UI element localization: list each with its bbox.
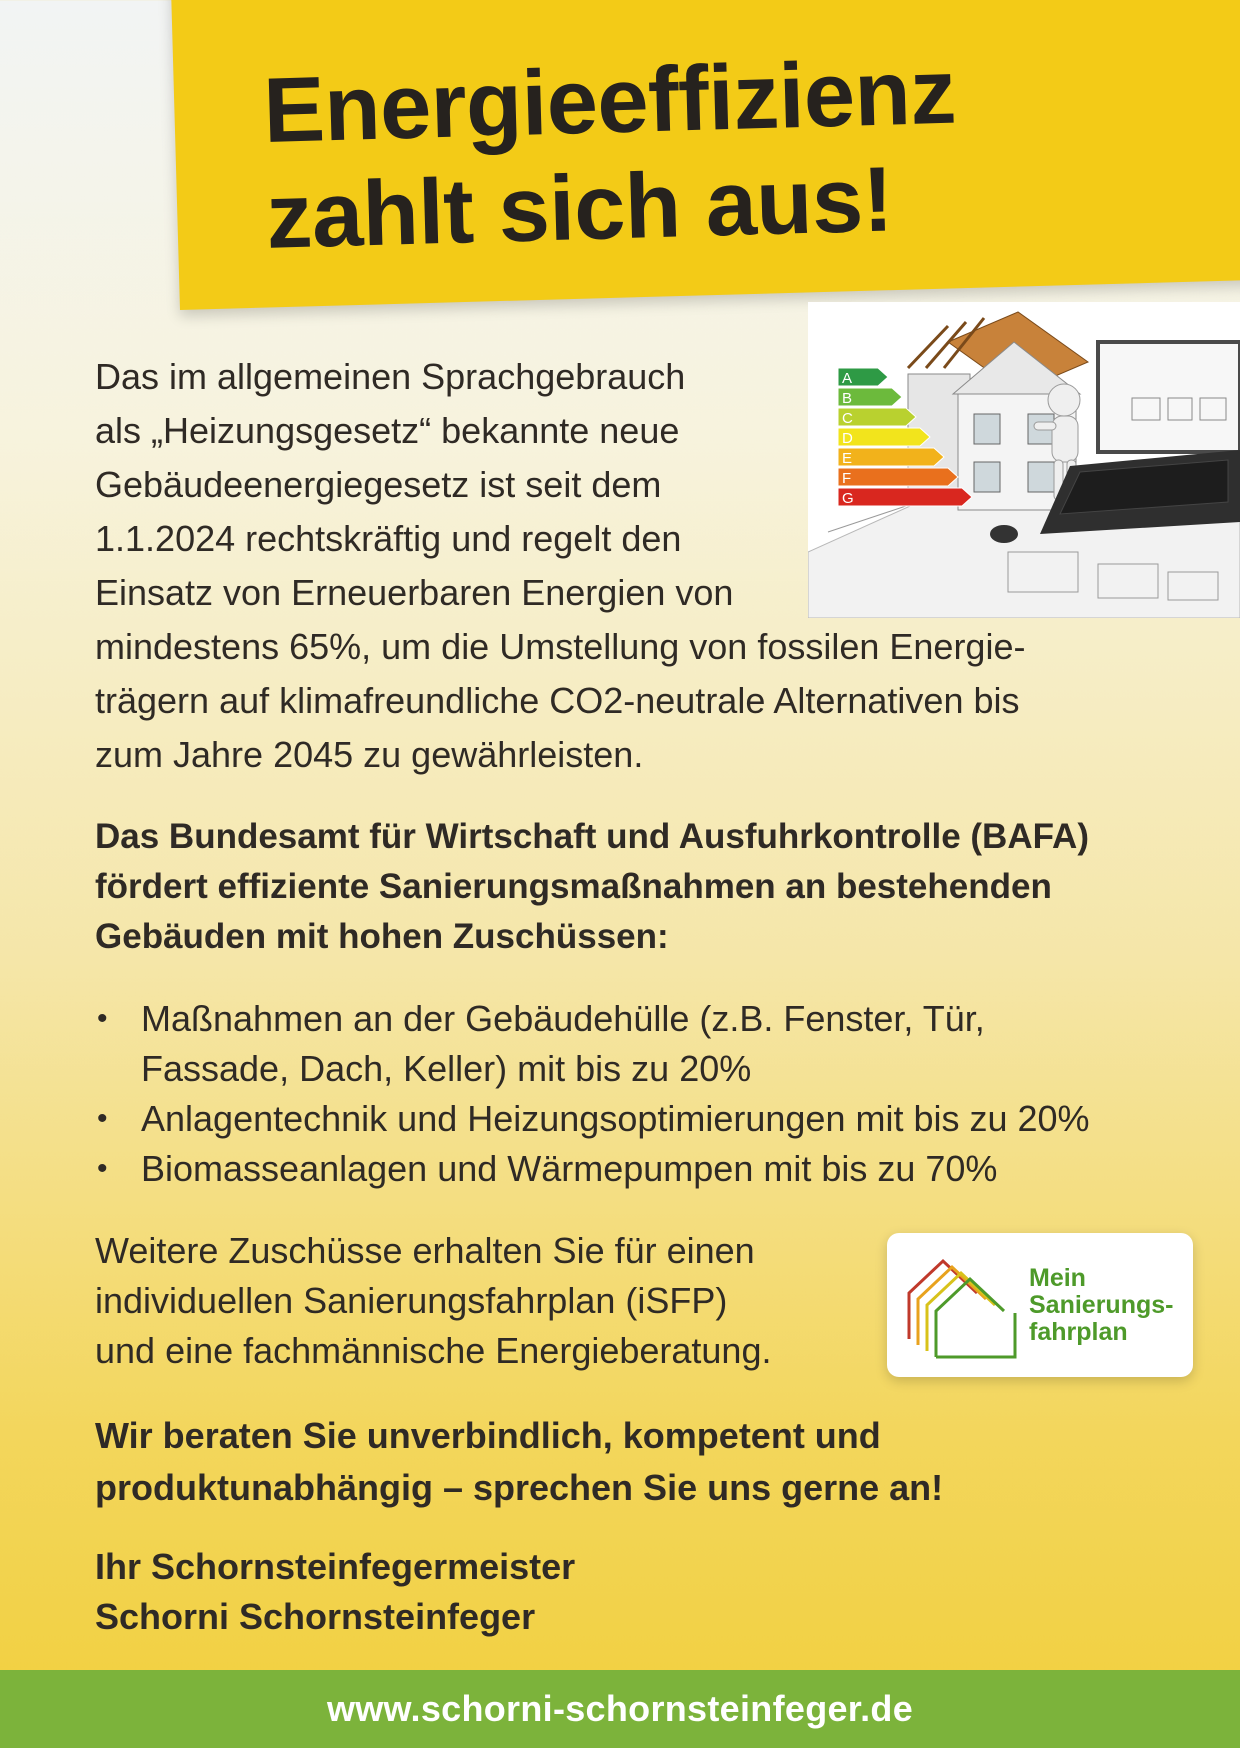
bafa-paragraph [95, 812, 1175, 962]
intro-line: Gebäudeenergiegesetz ist seit dem [95, 464, 662, 505]
bullet-icon: • [97, 1002, 108, 1035]
intro-line: Das im allgemeinen Sprachgebrauch [95, 356, 686, 397]
call-to-action [95, 1410, 1175, 1514]
logo-text-line: Mein [1029, 1264, 1086, 1292]
cta-line: Wir beraten Sie unverbindlich, kompetent und [95, 1415, 881, 1456]
bafa-line: fördert effiziente Sanierungsmaßnahmen an bestehenden [95, 867, 1052, 906]
signature [95, 1542, 895, 1642]
cta-line: produktunabhängig – sprechen Sie uns gerne an! [95, 1467, 944, 1508]
title-line-2: zahlt sich aus! [265, 148, 895, 268]
intro-line: 1.1.2024 rechtskräftig und regelt den [95, 518, 682, 559]
website-link[interactable]: www.schorni-schornsteinfeger.de [326, 1688, 914, 1729]
list-item-text: Fassade, Dach, Keller) mit bis zu 20% [141, 1048, 752, 1089]
intro-paragraph [95, 350, 1155, 782]
house-outline-base [936, 1313, 1015, 1357]
intro-line: mindestens 65%, um die Umstellung von fossilen Energie- [95, 626, 1026, 667]
isfp-line: Weitere Zuschüsse erhalten Sie für einen [95, 1230, 755, 1271]
isfp-paragraph [95, 1226, 855, 1376]
isfp-line: und eine fachmännische Energieberatung. [95, 1330, 772, 1371]
bafa-line: Gebäuden mit hohen Zuschüssen: [95, 917, 669, 956]
energy-label-a: A [842, 370, 853, 387]
signature-name: Schorni Schornsteinfeger [95, 1596, 536, 1637]
logo-text-line: fahrplan [1029, 1318, 1128, 1346]
house-outline-icon [905, 1247, 1023, 1365]
intro-line: trägern auf klimafreundliche CO2-neutrale Alternativen bis [95, 680, 1020, 721]
list-item [95, 994, 1205, 1094]
intro-line: zum Jahre 2045 zu gewährleisten. [95, 734, 644, 775]
bullet-icon: • [97, 1102, 108, 1135]
title-line-1: Energieeffizienz [262, 40, 958, 162]
bafa-line: Das Bundesamt für Wirtschaft und Ausfuhrkontrolle (BAFA) [95, 817, 1089, 856]
sanierungsfahrplan-logo [887, 1233, 1193, 1377]
energy-label-f: F [842, 470, 852, 487]
signature-title: Ihr Schornsteinfegermeister [95, 1546, 576, 1587]
house-outline-4 [936, 1279, 1004, 1357]
energy-label-e: E [842, 450, 853, 467]
isfp-line: individuellen Sanierungsfahrplan (iSFP) [95, 1280, 728, 1321]
energy-label-c: C [842, 410, 853, 427]
list-item-text: Anlagentechnik und Heizungsoptimierungen mit bis zu 20% [141, 1098, 1090, 1139]
list-item [95, 1094, 1205, 1144]
page-title [262, 34, 1128, 270]
list-item [95, 1144, 1205, 1194]
energy-label-g: G [842, 490, 854, 507]
bullet-icon: • [97, 1152, 108, 1185]
logo-text-line: Sanierungs- [1029, 1291, 1174, 1319]
energy-label-b: B [842, 390, 853, 407]
intro-line: Einsatz von Erneuerbaren Energien von [95, 572, 734, 613]
intro-line: als „Heizungsgesetz“ bekannte neue [95, 410, 680, 451]
energy-label-d: D [842, 430, 853, 447]
logo-text [1029, 1265, 1173, 1346]
footer-bar [0, 1670, 1240, 1748]
funding-list [95, 994, 1205, 1194]
list-item-text: Maßnahmen an der Gebäudehülle (z.B. Fenster, Tür, [141, 998, 985, 1039]
list-item-text: Biomasseanlagen und Wärmepumpen mit bis zu 70% [141, 1148, 998, 1189]
